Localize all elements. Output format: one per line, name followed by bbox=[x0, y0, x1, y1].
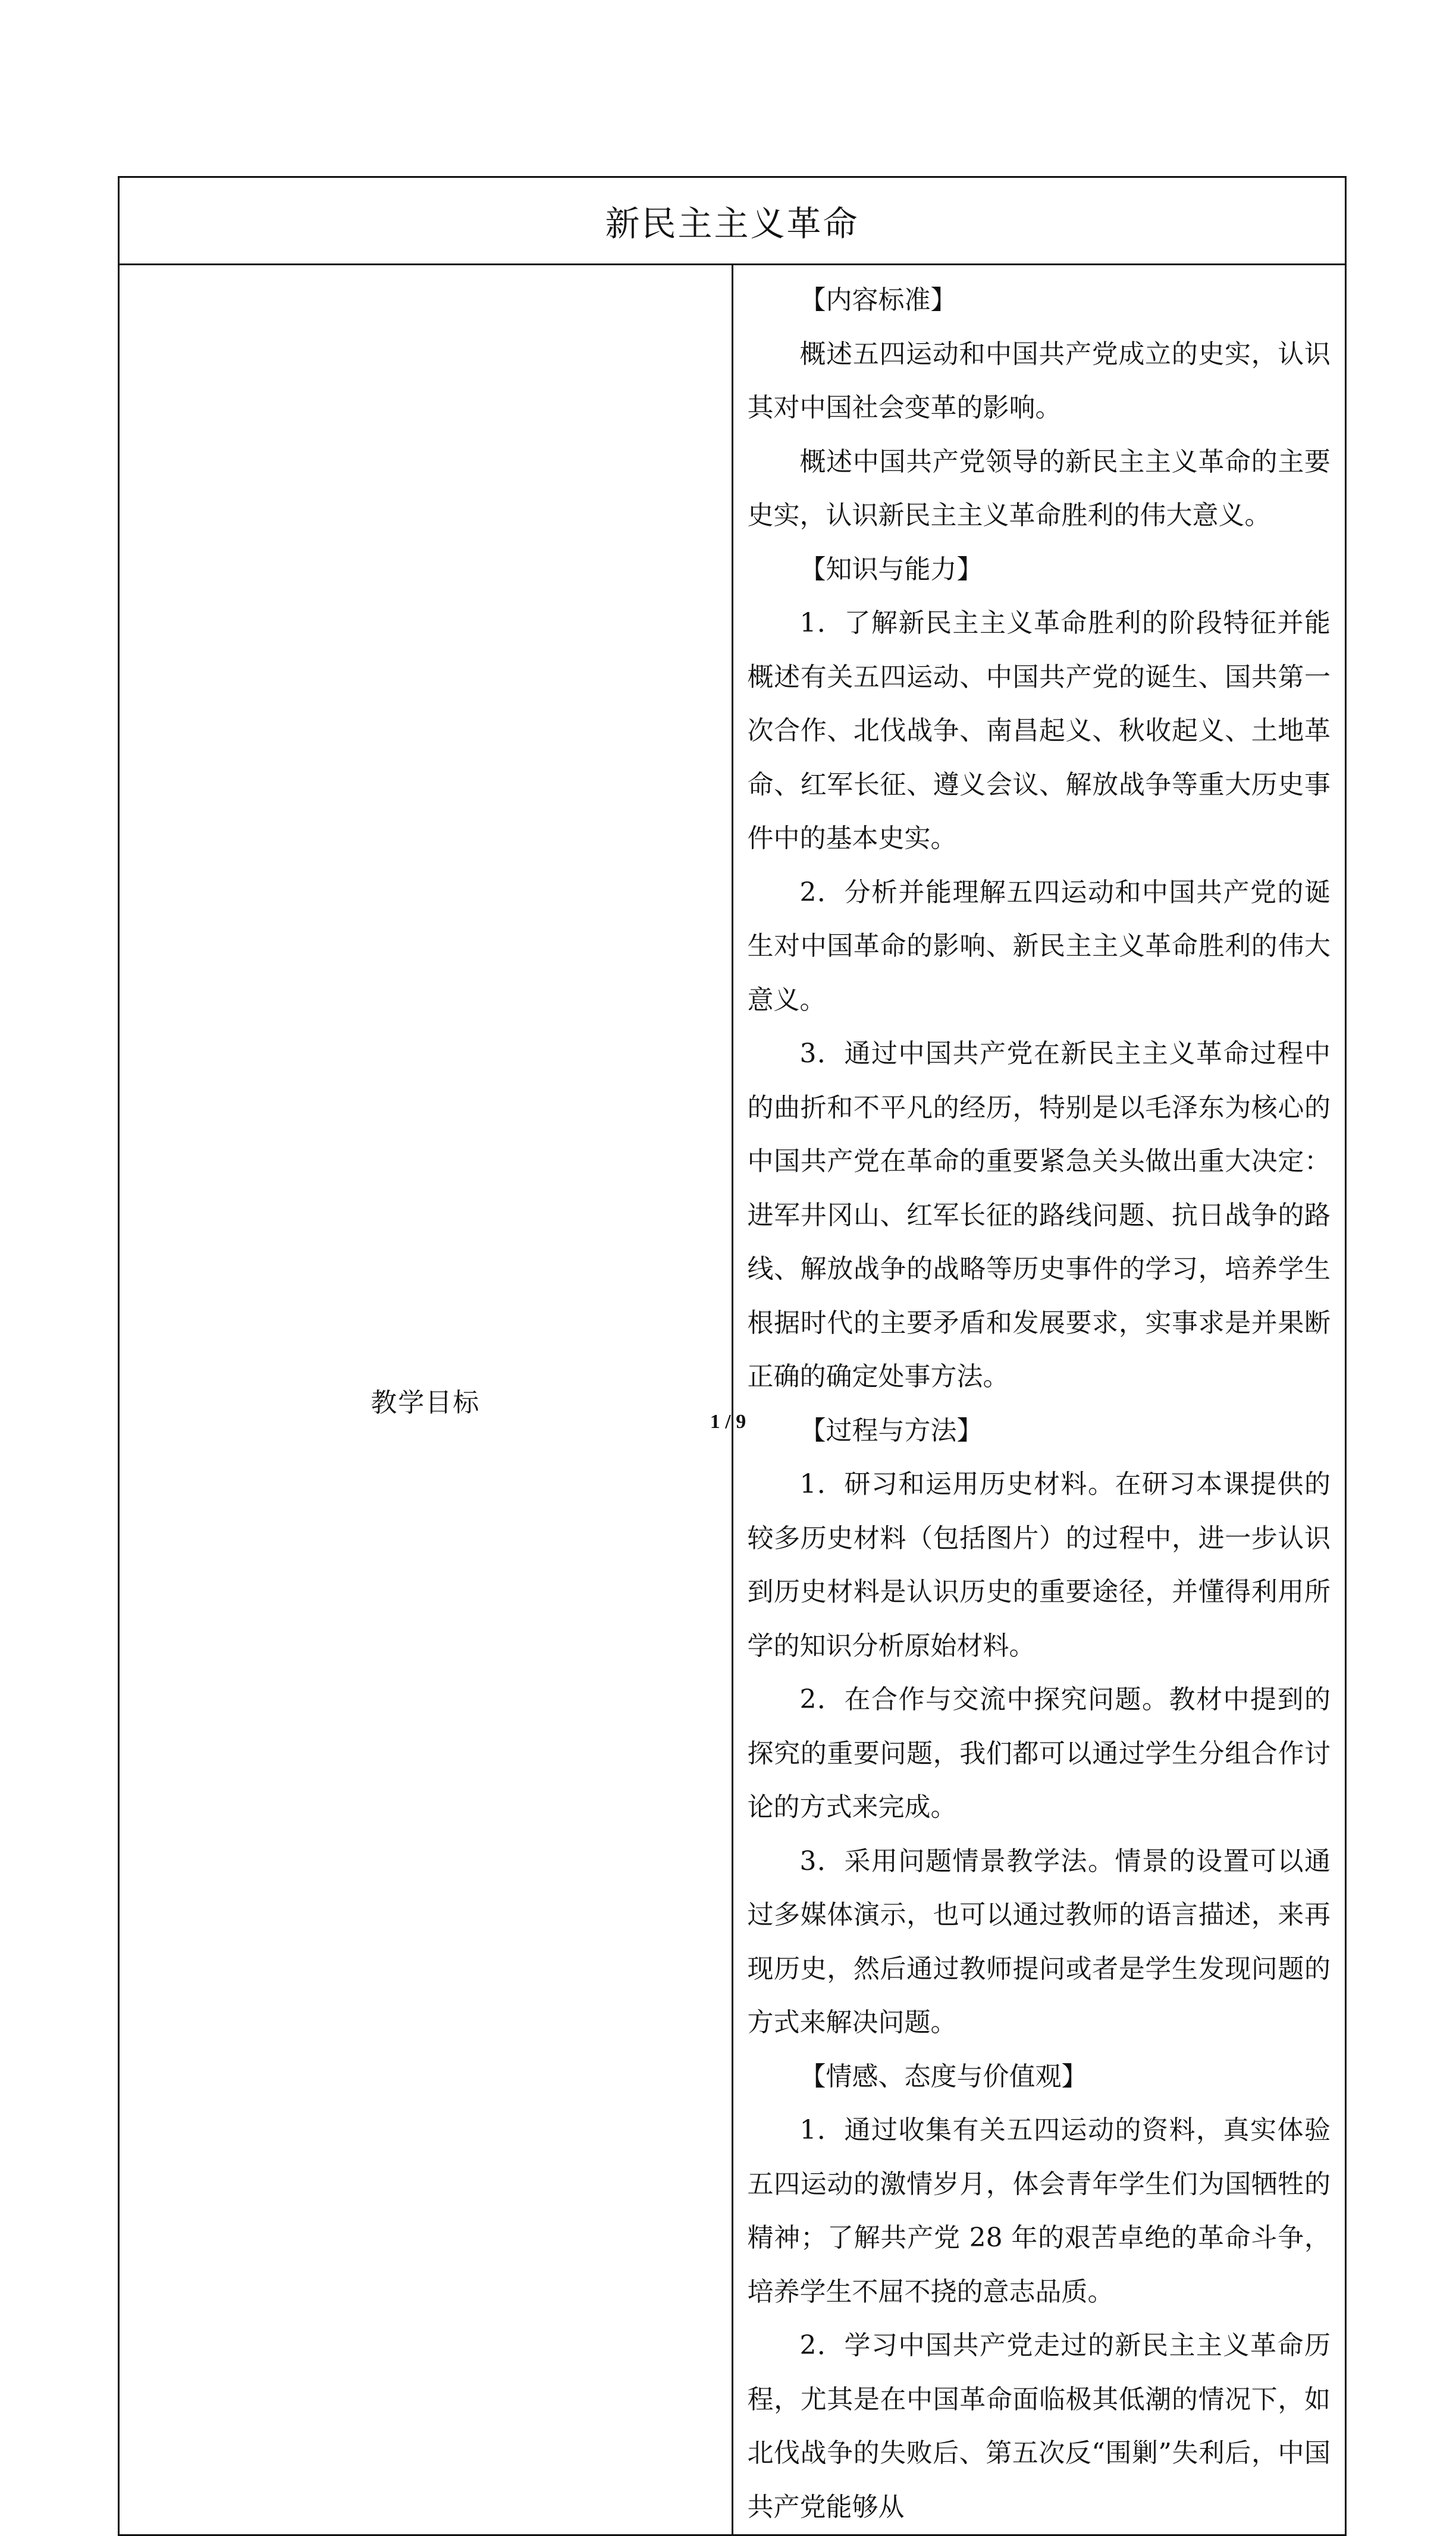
paragraph: 3．采用问题情景教学法。情景的设置可以通过多媒体演示，也可以通过教师的语言描述，来再现历史，然后通过教师提问或者是学生发现问题的方式来解决问题。 bbox=[747, 1845, 1331, 2038]
paragraph: 2．分析并能理解五四运动和中国共产党的诞生对中国革命的影响、新民主主义革命胜利的伟大意义。 bbox=[747, 877, 1331, 1015]
objectives-row bbox=[119, 265, 1346, 2535]
section-heading-process-method: 【过程与方法】 bbox=[799, 1415, 983, 1446]
paragraph: 1．了解新民主主义革命胜利的阶段特征并能概述有关五四运动、中国共产党的诞生、国共第一次合作、北伐战争、南昌起义、秋收起义、土地革命、红军长征、遵义会议、解放战争等重大历史事件中的基本史实。 bbox=[747, 608, 1331, 853]
lesson-plan-table bbox=[118, 176, 1347, 2536]
section-heading-emotion-values: 【情感、态度与价值观】 bbox=[799, 2061, 1088, 2092]
objectives-content bbox=[732, 265, 1346, 2535]
page-number: 1 / 9 bbox=[710, 1411, 746, 1433]
paragraph: 概述中国共产党领导的新民主主义革命的主要史实，认识新民主主义革命胜利的伟大意义。 bbox=[747, 446, 1331, 531]
section-heading-knowledge-ability: 【知识与能力】 bbox=[799, 554, 983, 585]
title-row bbox=[119, 177, 1346, 265]
paragraph: 2．在合作与交流中探究问题。教材中提到的探究的重要问题，我们都可以通过学生分组合作讨论的方式来完成。 bbox=[747, 1684, 1331, 1822]
paragraph: 2．学习中国共产党走过的新民主主义革命历程，尤其是在中国革命面临极其低潮的情况下，如北伐战争的失败后、第五次反“围剿”失利后，中国共产党能够从 bbox=[747, 2330, 1331, 2522]
paragraph: 1．研习和运用历史材料。在研习本课提供的较多历史材料（包括图片）的过程中，进一步认识到历史材料是认识历史的重要途径，并懂得利用所学的知识分析原始材料。 bbox=[747, 1469, 1331, 1661]
section-heading-content-standard: 【内容标准】 bbox=[799, 285, 957, 315]
paragraph: 1．通过收集有关五四运动的资料，真实体验五四运动的激情岁月，体会青年学生们为国牺牲的精神；了解共产党 28 年的艰苦卓绝的革命斗争，培养学生不屈不挠的意志品质。 bbox=[747, 2115, 1331, 2307]
document-title: 新民主主义革命 bbox=[119, 177, 1346, 265]
paragraph: 概述五四运动和中国共产党成立的史实，认识其对中国社会变革的影响。 bbox=[747, 338, 1331, 423]
row-label-teaching-objectives: 教学目标 bbox=[119, 265, 733, 2535]
paragraph: 3．通过中国共产党在新民主主义革命过程中的曲折和不平凡的经历，特别是以毛泽东为核心的中国共产党在革命的重要紧急关头做出重大决定：进军井冈山、红军长征的路线问题、抗日战争的路线、解放战争的战略等历史事件的学习，培养学生根据时代的主要矛盾和发展要求，实事求是并果断正确的确定处事方法。 bbox=[747, 1038, 1331, 1392]
